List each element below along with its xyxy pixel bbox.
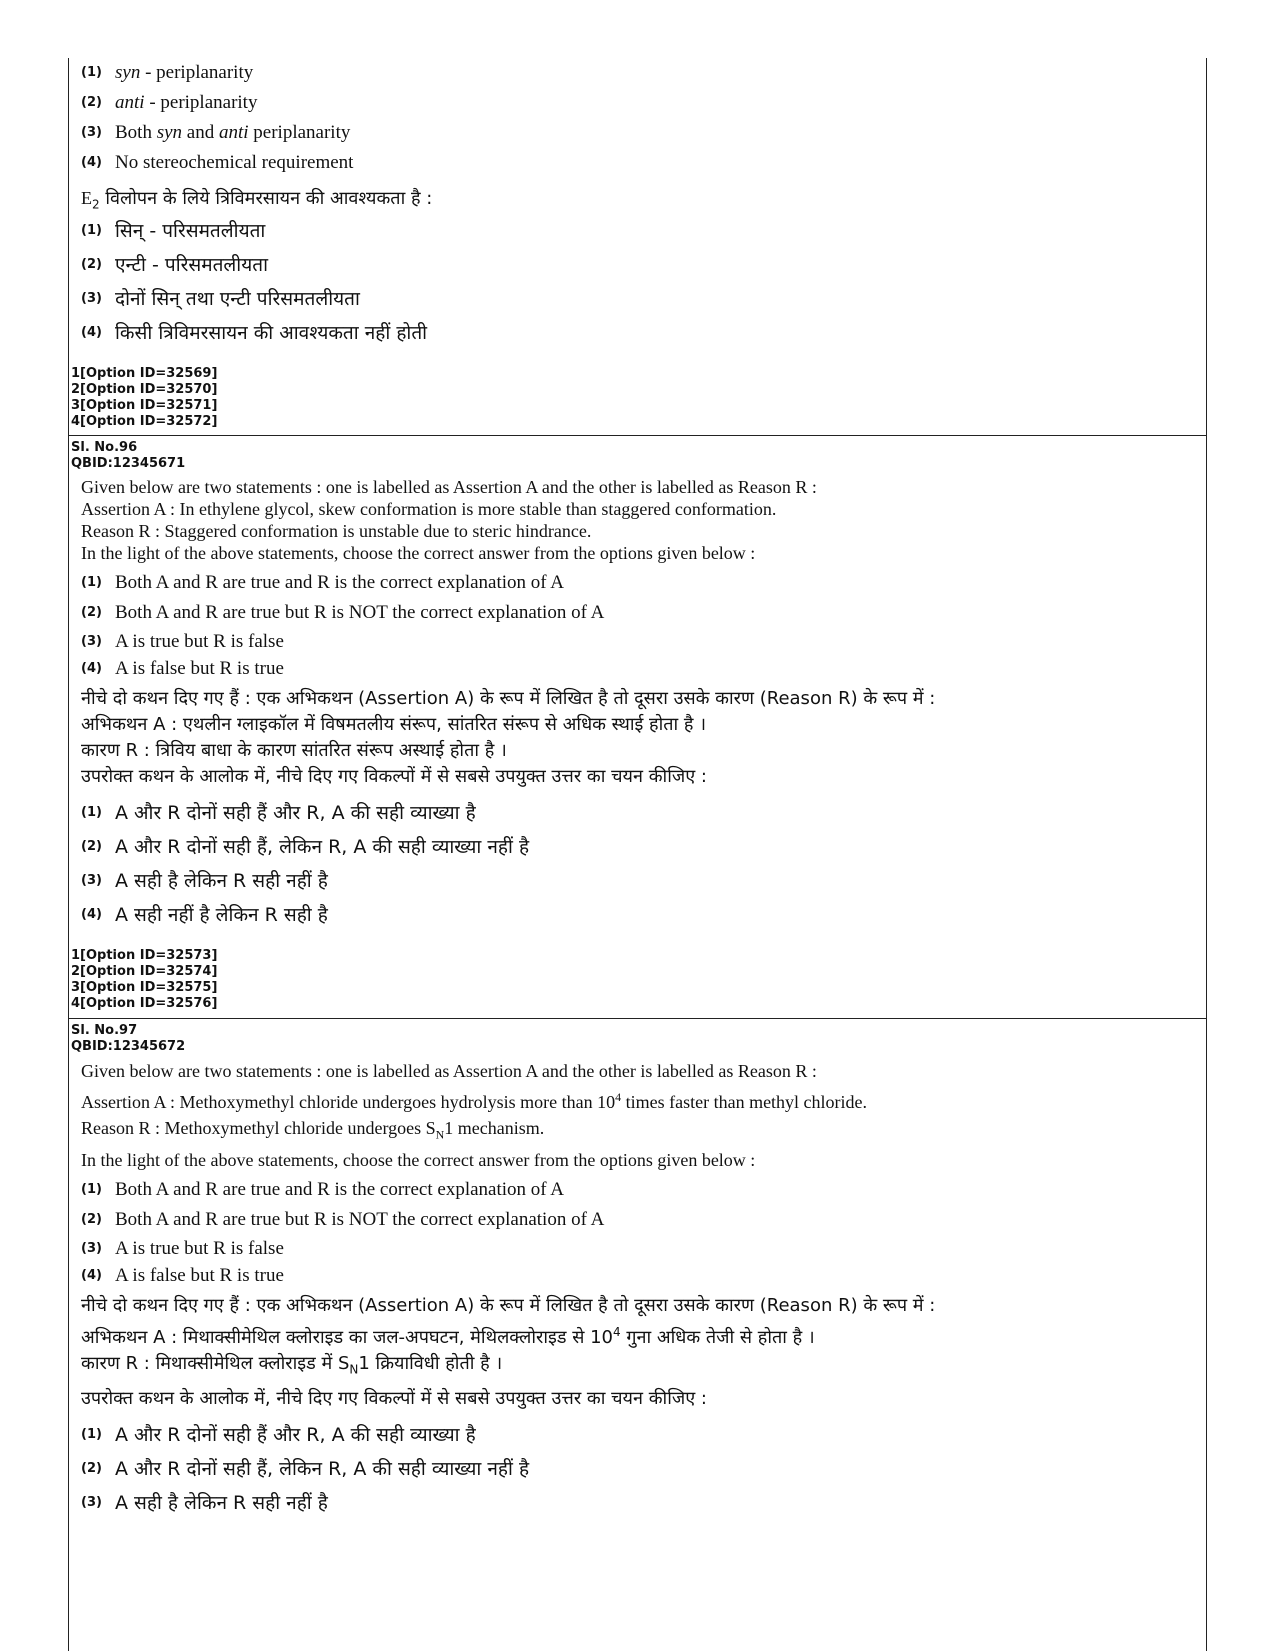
option-number: (2) [81,1211,102,1227]
option-text: A is true but R is false [115,1237,284,1259]
question-paper-frame [68,58,1207,1651]
option-text: A और R दोनों सही हैं, लेकिन R, A की सही व्याख्या नहीं है [115,1458,530,1481]
option-text: A सही है लेकिन R सही नहीं है [115,1492,328,1515]
option-number: (1) [81,805,102,820]
option-number: (1) [81,1181,102,1197]
stem-line: कारण R : मिथाक्सीमेथिल क्लोराइड में $S_N1$ क्रियाविधी होती है । [81,1352,503,1377]
stem-line: Reason R : Staggered conformation is unstable due to steric hindrance. [81,521,592,541]
option-en-2 [69,598,1206,628]
option-number: (2) [81,1461,102,1477]
option-number: (4) [81,907,102,922]
option-hi-4 [69,898,1206,932]
option-number: (2) [81,605,102,620]
option-text: Both A and R are true and R is the correct explanation of A [115,572,565,593]
question-stem-hindi [69,686,1206,790]
question-header [69,1023,1206,1055]
option-id: 1[Option ID=32573] [71,948,218,963]
option-text: किसी त्रिविमरसायन की आवश्यकता नहीं होती [115,322,428,344]
option-id: 3[Option ID=32575] [71,980,218,995]
question-divider [69,435,1206,436]
option-hi-3 [69,1486,1206,1520]
option-number: (4) [81,661,102,676]
option-id-list [69,948,1206,1012]
option-en-2 [69,1205,1206,1235]
option-en-2 [69,88,1206,118]
option-text: anti - periplanarity [115,92,258,113]
option-id: 4[Option ID=32572] [71,414,218,429]
option-hi-1 [69,1418,1206,1452]
serial-number: Sl. No.96 [71,440,138,455]
stem-line: उपरोक्त कथन के आलोक में, नीचे दिए गए विकल्पों में से सबसे उपयुक्त उत्तर का चयन कीजिए : [81,1388,707,1410]
option-hi-1 [69,214,1206,248]
option-number: (3) [81,1240,102,1256]
option-number: (1) [81,65,102,80]
stem-line: Given below are two statements : one is labelled as Assertion A and the other is labelled as Reason R : [81,477,817,497]
stem-line: अभिकथन A : एथलीन ग्लाइकॉल में विषमतलीय संरूप, सांतरित संरूप से अधिक स्थाई होता है । [81,714,707,735]
question-divider [69,1018,1206,1019]
question-stem-english [69,476,1206,564]
option-text: A is true but R is false [115,631,284,652]
qbid: QBID:12345672 [71,1039,186,1054]
option-hi-1 [69,796,1206,830]
stem-line: Reason R : Methoxymethyl chloride undergoes $S_N1$ mechanism. [81,1118,545,1142]
option-en-3 [69,1235,1206,1263]
option-number: (1) [81,1427,102,1443]
question-stem-english [69,1059,1206,1173]
option-number: (3) [81,291,102,306]
option-text: A सही है लेकिन R सही नहीं है [115,870,328,892]
option-text: A और R दोनों सही हैं और R, A की सही व्याख्या है [115,802,476,824]
option-number: (4) [81,325,102,340]
option-hi-3 [69,864,1206,898]
option-id: 2[Option ID=32570] [71,382,218,397]
stem-line: In the light of the above statements, choose the correct answer from the options given below : [81,543,756,563]
option-text: A सही नहीं है लेकिन R सही है [115,904,328,926]
question-stem-hindi [69,1293,1206,1413]
stem-line: Given below are two statements : one is labelled as Assertion A and the other is labelled as Reason R : [81,1061,817,1081]
serial-number: Sl. No.97 [71,1023,138,1038]
stem-line: नीचे दो कथन दिए गए हैं : एक अभिकथन (Assertion A) के रूप में लिखित है तो दूसरा उसके कारण (Reason R) के रूप में : [81,688,936,709]
option-hi-2 [69,248,1206,282]
stem-line: कारण R : त्रिविय बाधा के कारण सांतरित संरूप अस्थाई होता है । [81,740,507,761]
option-text: Both A and R are true but R is NOT the correct explanation of A [115,602,605,623]
option-number: (3) [81,873,102,888]
option-text: सिन् - परिसमतलीयता [115,220,266,242]
question-95-tail [69,58,1206,430]
option-text: Both A and R are true but R is NOT the correct explanation of A [115,1208,605,1230]
option-id-list [69,366,1206,430]
option-hi-4 [69,316,1206,350]
question-header [69,440,1206,472]
option-number: (2) [81,257,102,272]
option-number: (2) [81,95,102,110]
option-text: Both A and R are true and R is the correct explanation of A [115,1178,565,1200]
stem-line: Assertion A : In ethylene glycol, skew conformation is more stable than staggered conformation. [81,499,777,519]
option-en-3 [69,118,1206,148]
option-en-1 [69,1175,1206,1205]
option-text: No stereochemical requirement [115,152,354,173]
option-en-4 [69,656,1206,682]
option-hi-2 [69,830,1206,864]
option-text: Both syn and anti periplanarity [115,122,351,143]
option-id: 3[Option ID=32571] [71,398,218,413]
question-stem-hindi: $E_2$ विलोपन के लिये त्रिविमरसायन की आवश्यकता है : [81,188,433,212]
option-text: A और R दोनों सही हैं, लेकिन R, A की सही व्याख्या नहीं है [115,836,530,858]
question-97 [69,1021,1206,1520]
stem-line: In the light of the above statements, choose the correct answer from the options given below : [81,1149,756,1170]
option-en-4 [69,1263,1206,1289]
stem-line: अभिकथन A : मिथाक्सीमेथिल क्लोराइड का जल-अपघटन, मेथिलक्लोराइड से $10^4$ गुना अधिक तेजी से होता है । [81,1324,815,1348]
option-text: syn - periplanarity [115,62,254,83]
option-hi-3 [69,282,1206,316]
option-en-1 [69,568,1206,598]
option-number: (1) [81,575,102,590]
option-text: एन्टी - परिसमतलीयता [115,254,268,276]
question-96 [69,438,1206,1012]
option-number: (3) [81,125,102,140]
option-en-1 [69,58,1206,88]
option-id: 1[Option ID=32569] [71,366,218,381]
option-hi-2 [69,1452,1206,1486]
option-number: (4) [81,1267,102,1283]
stem-line: उपरोक्त कथन के आलोक में, नीचे दिए गए विकल्पों में से सबसे उपयुक्त उत्तर का चयन कीजिए : [81,766,707,787]
option-en-4 [69,148,1206,178]
option-text: दोनों सिन् तथा एन्टी परिसमतलीयता [115,288,360,310]
option-id: 4[Option ID=32576] [71,996,218,1011]
option-text: A is false but R is true [115,658,284,679]
option-number: (1) [81,223,102,238]
option-number: (4) [81,155,102,170]
stem-line: Assertion A : Methoxymethyl chloride undergoes hydrolysis more than $10^4$ times faster than methyl chloride. [81,1090,868,1112]
stem-line: नीचे दो कथन दिए गए हैं : एक अभिकथन (Assertion A) के रूप में लिखित है तो दूसरा उसके कारण (Reason R) के रूप में : [81,1294,936,1316]
qbid: QBID:12345671 [71,456,186,471]
option-id: 2[Option ID=32574] [71,964,218,979]
option-en-3 [69,628,1206,656]
option-text: A is false but R is true [115,1264,284,1286]
option-text: A और R दोनों सही हैं और R, A की सही व्याख्या है [115,1424,476,1447]
option-number: (3) [81,1495,102,1511]
option-number: (3) [81,634,102,649]
option-number: (2) [81,839,102,854]
